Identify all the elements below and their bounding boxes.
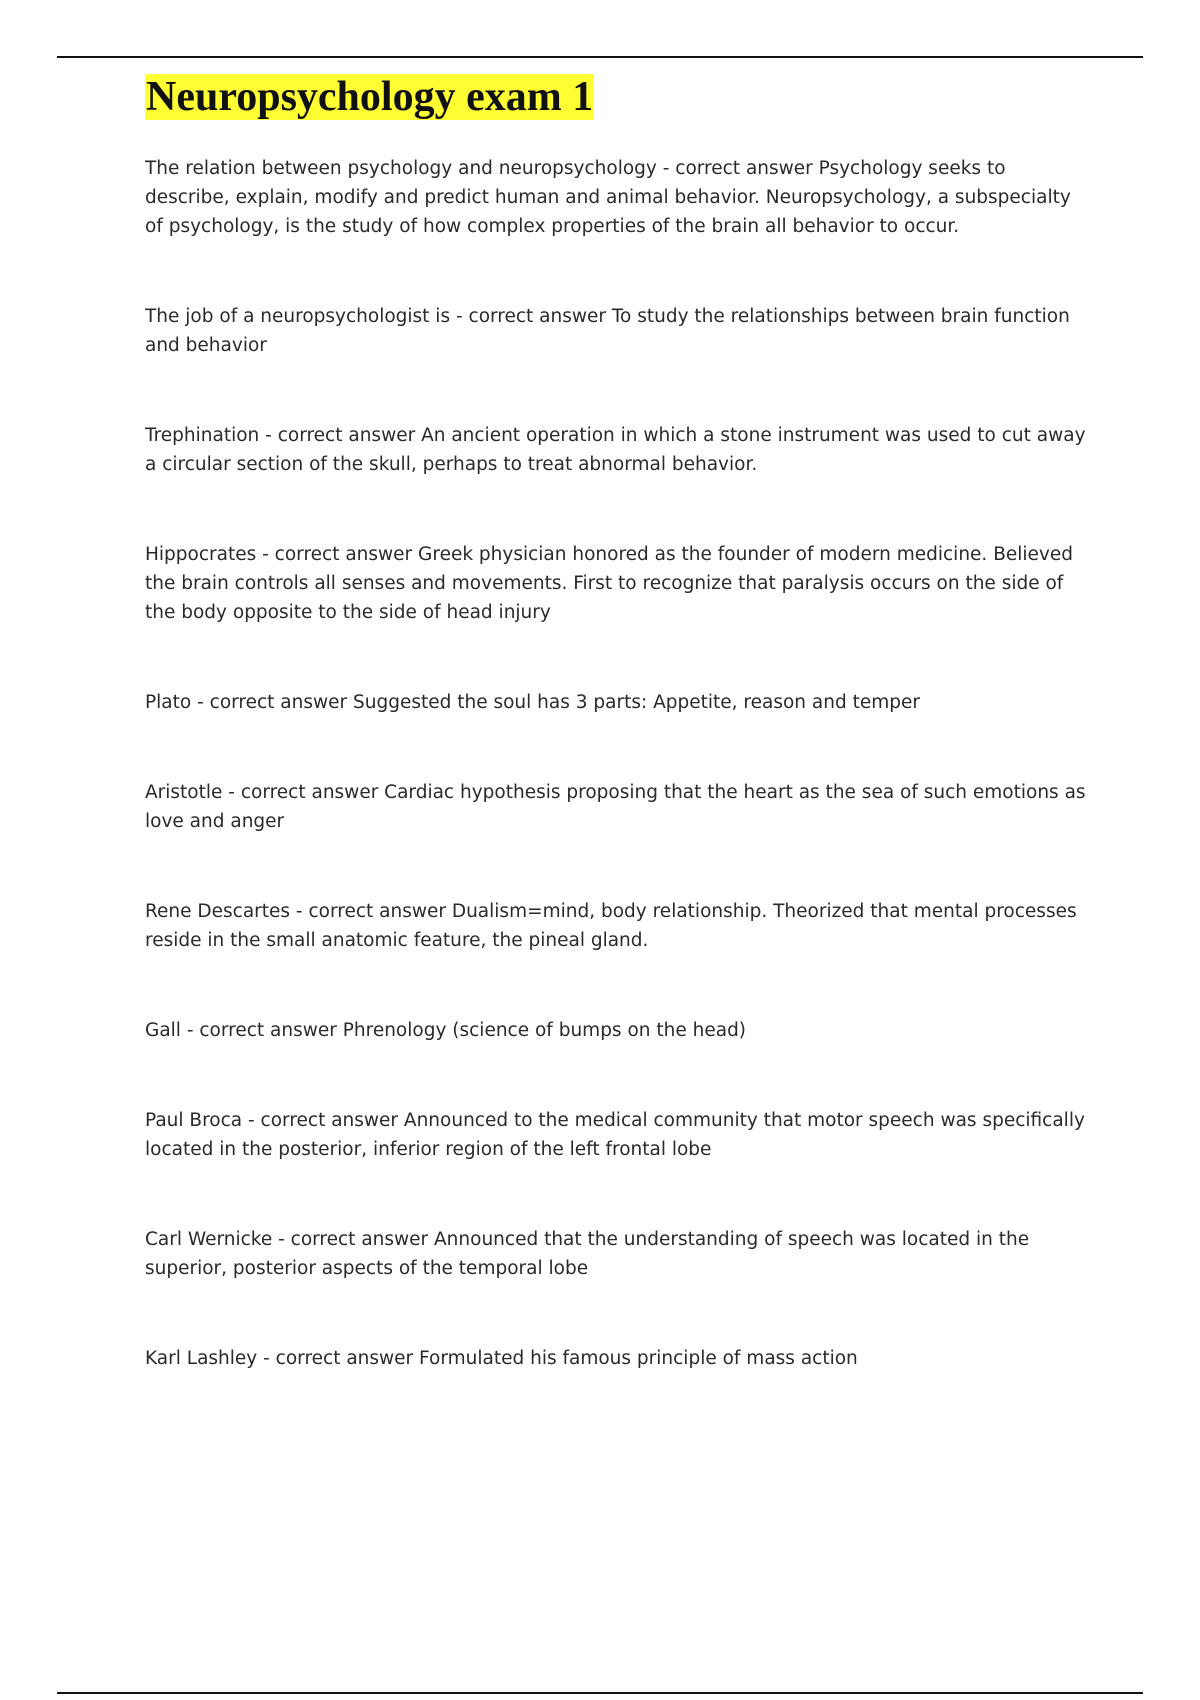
qa-entry-plato: Plato - correct answer Suggested the soul has 3 parts: Appetite, reason and temper (145, 692, 920, 713)
bottom-rule (57, 1692, 1143, 1694)
document-title (145, 70, 1090, 124)
qa-entry-neuropsychologist-job: The job of a neuropsychologist is - correct answer To study the relationships between brain function and behavior (145, 306, 1070, 356)
title-highlight: Neuropsychology exam 1 (146, 74, 594, 120)
qa-entry-broca: Paul Broca - correct answer Announced to the medical community that motor speech was specifically located in the posterior, inferior region of the left frontal lobe (145, 1110, 1085, 1160)
qa-entry-hippocrates: Hippocrates - correct answer Greek physician honored as the founder of modern medicine. Believed the brain controls all senses and movements. First to recognize that paralysis occurs on the side of the body opposite to the side of head injury (145, 544, 1073, 623)
qa-entry-lashley: Karl Lashley - correct answer Formulated his famous principle of mass action (145, 1348, 858, 1369)
qa-entry-trephination: Trephination - correct answer An ancient operation in which a stone instrument was used to cut away a circular section of the skull, perhaps to treat abnormal behavior. (145, 425, 1086, 475)
qa-entry-descartes: Rene Descartes - correct answer Dualism=mind, body relationship. Theorized that mental processes reside in the small anatomic feature, the pineal gland. (145, 901, 1077, 951)
qa-entry-gall: Gall - correct answer Phrenology (science of bumps on the head) (145, 1020, 747, 1041)
top-rule (57, 56, 1143, 58)
qa-entry-aristotle: Aristotle - correct answer Cardiac hypothesis proposing that the heart as the sea of such emotions as love and anger (145, 782, 1086, 832)
document-body (145, 70, 1090, 1373)
qa-entry-wernicke: Carl Wernicke - correct answer Announced that the understanding of speech was located in the superior, posterior aspects of the temporal lobe (145, 1229, 1030, 1279)
qa-entry-psychology-relation: The relation between psychology and neuropsychology - correct answer Psychology seeks to describe, explain, modify and predict human and animal behavior. Neuropsychology, a subspecialty of psychology, is the study of how complex properties of the brain all behavior to occur. (145, 158, 1071, 237)
